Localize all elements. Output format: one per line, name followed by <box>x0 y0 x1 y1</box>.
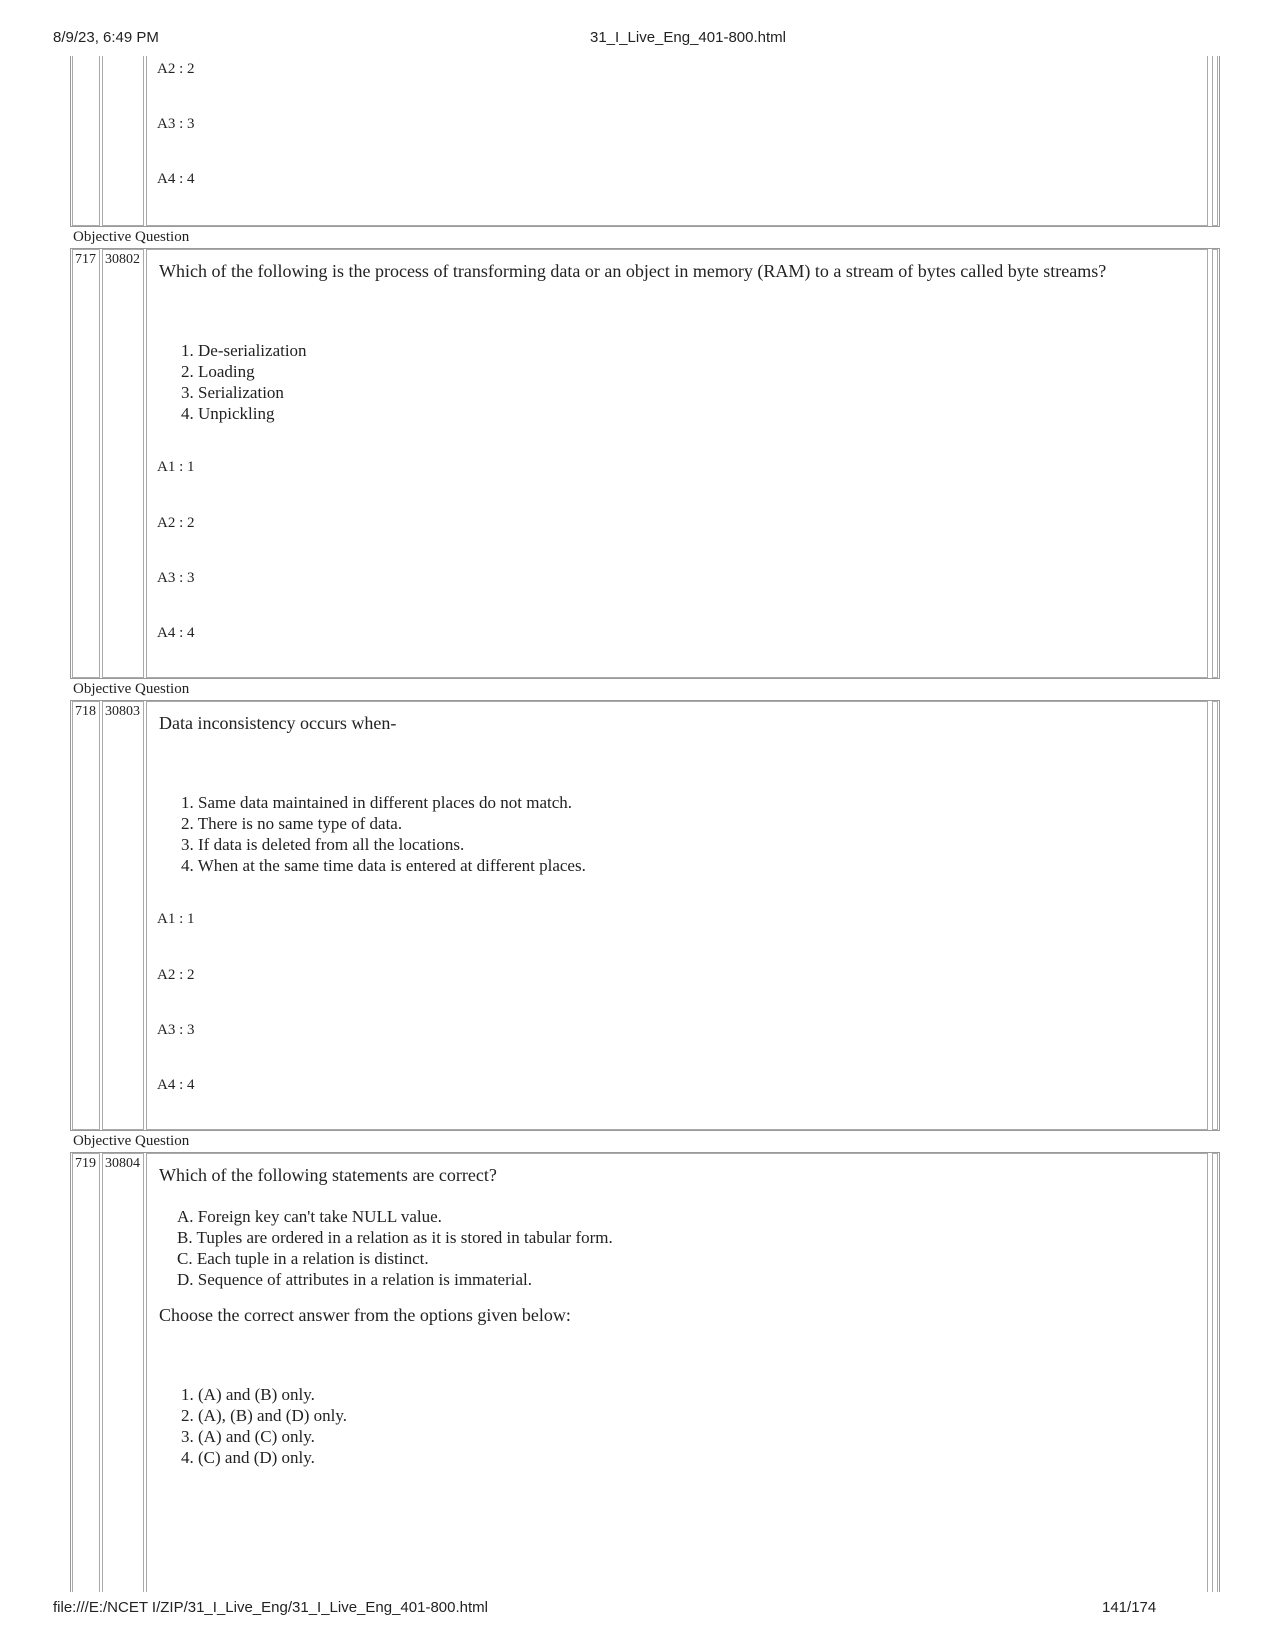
question-content-cell <box>146 249 1208 678</box>
option-item: 4. Unpickling <box>181 404 275 423</box>
edge-cell <box>1212 1153 1218 1592</box>
answer-option: A4 : 4 <box>157 171 195 187</box>
question-text: Data inconsistency occurs when- <box>159 713 397 733</box>
print-page-number: 141/174 <box>1102 1599 1157 1616</box>
question-type-label: Objective Question <box>73 681 190 697</box>
option-item: 1. De-serialization <box>181 341 307 360</box>
statement-item: B. Tuples are ordered in a relation as it is stored in tabular form. <box>177 1228 613 1247</box>
question-text: Which of the following is the process of transforming data or an object in memory (RAM) to a stream of bytes called byte streams? <box>159 261 1107 281</box>
answer-option: A4 : 4 <box>157 625 195 641</box>
answer-option: A4 : 4 <box>157 1077 195 1093</box>
option-item: 2. There is no same type of data. <box>181 814 403 833</box>
question-text: Which of the following statements are correct? <box>159 1165 497 1185</box>
question-id-cell: 30804 <box>102 1153 144 1592</box>
question-number-cell: 719 <box>72 1153 100 1592</box>
question-row-717 <box>70 248 1220 679</box>
option-item: 4. When at the same time data is entered at different places. <box>181 856 586 875</box>
option-item: 3. (A) and (C) only. <box>181 1427 315 1446</box>
option-item: 3. If data is deleted from all the locations. <box>181 835 465 854</box>
prev-question-row <box>70 56 1220 227</box>
answer-option: A1 : 1 <box>157 459 195 475</box>
question-content-cell <box>146 56 1208 226</box>
question-type-label: Objective Question <box>73 229 190 245</box>
answer-option: A3 : 3 <box>157 570 195 586</box>
question-prompt: Choose the correct answer from the options given below: <box>159 1305 571 1325</box>
answer-option: A3 : 3 <box>157 1022 195 1038</box>
question-row-718 <box>70 700 1220 1131</box>
option-item: 3. Serialization <box>181 383 284 402</box>
question-number-cell: 717 <box>72 249 100 678</box>
option-item: 2. Loading <box>181 362 255 381</box>
print-doc-title: 31_I_Live_Eng_401-800.html <box>590 29 786 46</box>
option-item: 1. (A) and (B) only. <box>181 1385 315 1404</box>
question-id-cell: 30803 <box>102 701 144 1130</box>
edge-cell <box>1212 56 1218 226</box>
option-item: 2. (A), (B) and (D) only. <box>181 1406 348 1425</box>
question-id-cell: 30802 <box>102 249 144 678</box>
option-item: 1. Same data maintained in different places do not match. <box>181 793 573 812</box>
question-content-cell <box>146 1153 1208 1592</box>
answer-option: A2 : 2 <box>157 967 195 983</box>
question-id-cell <box>102 56 144 226</box>
answer-option: A3 : 3 <box>157 116 195 132</box>
statement-item: D. Sequence of attributes in a relation is immaterial. <box>177 1270 532 1289</box>
print-datetime: 8/9/23, 6:49 PM <box>53 29 159 46</box>
answer-option: A2 : 2 <box>157 515 195 531</box>
answer-option: A2 : 2 <box>157 61 195 77</box>
statement-item: A. Foreign key can't take NULL value. <box>177 1207 442 1226</box>
question-row-719 <box>70 1152 1220 1592</box>
option-item: 4. (C) and (D) only. <box>181 1448 315 1467</box>
answer-option: A1 : 1 <box>157 911 195 927</box>
question-number-cell: 718 <box>72 701 100 1130</box>
question-type-label: Objective Question <box>73 1133 190 1149</box>
edge-cell <box>1212 701 1218 1130</box>
question-number-cell <box>72 56 100 226</box>
question-content-cell <box>146 701 1208 1130</box>
statement-item: C. Each tuple in a relation is distinct. <box>177 1249 429 1268</box>
print-file-path: file:///E:/NCET I/ZIP/31_I_Live_Eng/31_I_Live_Eng_401-800.html <box>53 1599 488 1616</box>
edge-cell <box>1212 249 1218 678</box>
